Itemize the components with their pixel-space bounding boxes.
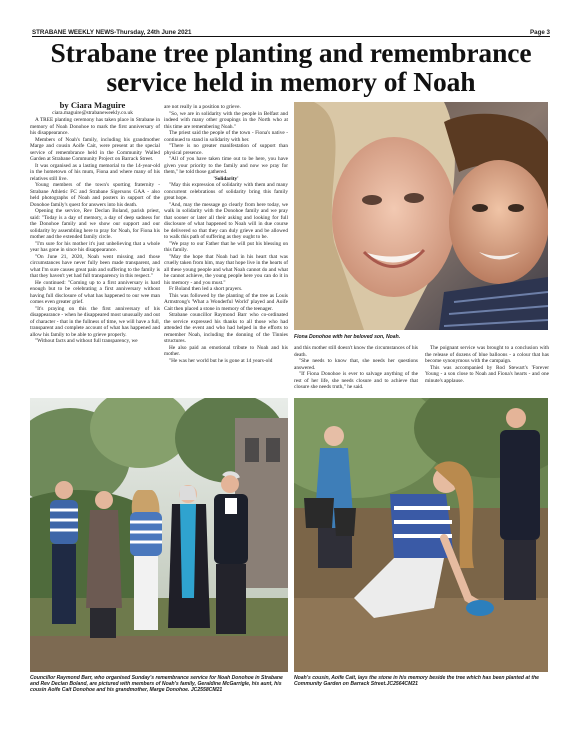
- paragraph: He continued: "Coming up to a first anniversary is hard enough but to be celebrating a first anniversary without having full disclosure of what has happened to our wee man comes even greater grief.: [30, 279, 160, 305]
- paragraph: "May the hope that Noah had in his heart that was cruelly taken from him, may that hope live in the hearts of all these young people and what Noah cannot do and what he cannot achieve, the young people here you can do it in his memory - and you must.": [164, 253, 288, 286]
- paragraph: Members of Noah's family, including his grandmother Marge and cousin Aoife Cait, were present at the special service of remembrance held in the Community Walled Garden at Strabane Community Project on Barrack Street.: [30, 136, 160, 162]
- article-column-2: [164, 104, 288, 364]
- paragraph: It was organised as a lasting memorial to the 14-year-old in the hometown of his mum, Fiona and where many of his relatives still live.: [30, 162, 160, 182]
- masthead-title: STRABANE WEEKLY NEWS-Thursday, 24th June 2021: [32, 29, 192, 36]
- person: [214, 473, 248, 634]
- paragraph: This was followed by the planting of the tree as Louis Armstrong's 'What a Wonderful World' played and Aoife Cait then placed a stone in memory of the teenager.: [164, 292, 288, 312]
- article-column-1: [30, 117, 160, 345]
- article-column-4: [425, 345, 549, 384]
- paragraph: "May this expression of solidarity with them and many concurrent celebrations of solidarity bring this family great hope.: [164, 182, 288, 201]
- headline: Strabane tree planting and remembrance service held in memory of Noah: [50, 37, 532, 97]
- paragraph: Young members of the town's sporting fraternity - Strabane Athletic FC and Strabane Sigersons GAA - also held photographs of Noah and posters in support of the Donohoe family's quest for answers into his death.: [30, 182, 160, 208]
- paragraph: "On June 21, 2020, Noah went missing and those circumstances have never fully been made transparent, and what I'm sure causes great pain and suffering to the family is that they haven't yet had full transparency in this respect.": [30, 253, 160, 279]
- person: [500, 408, 540, 600]
- byline-name: by Ciara Maguire: [59, 100, 126, 110]
- portrait-photo: [294, 102, 548, 330]
- paragraph: "We pray to our Father that he will put his blessing on this family.: [164, 240, 288, 253]
- paragraph: "So, we are in solidarity with the people in Belfast and indeed with many other groupings in the North who at this time are remembering Noah.": [164, 110, 288, 130]
- subhead: 'Solidarity': [213, 175, 239, 182]
- paragraph: are not really in a position to grieve.: [164, 104, 241, 110]
- paragraph: A TREE planting ceremony has taken place in Strabane in memory of Noah Donohoe to mark the first anniversary of his disappearance.: [30, 117, 160, 136]
- paragraph: "If Fiona Donohoe is ever to salvage anything of the rest of her life, she needs closure and to achieve that closure she needs truth," he said.: [294, 371, 418, 390]
- byline-email[interactable]: ciara.maguire@strabaneweekly.co.uk: [52, 110, 133, 116]
- paragraph: "And, may the message go clearly from here today, we walk in solidarity with the Donohoe family and we pray that sooner or later all their asking and looking for full disclosure of what happened to Noah will in due course be delivered so that they can duly grieve and be allowed to walk this path of suffering as they ought to be.: [164, 201, 288, 240]
- article-column-3: [294, 345, 418, 391]
- paragraph: "All of you have taken time out to be here, you have given your priority to the family and now we pray for them," he told those gathered.: [164, 156, 288, 175]
- paragraph: "He was her world but he is gone at 14 years-old: [169, 357, 273, 364]
- paragraph: This was accompanied by Rod Stewart's 'Forever Young - a son close to Noah and Fiona's hearts - and one minute's applause.: [425, 364, 549, 384]
- paragraph: The priest said the people of the town - Fiona's native - continued to stand in solidarity with her.: [164, 130, 288, 143]
- group-caption: Councillor Raymond Barr, who organised Sunday's remembrance service for Noah Donohoe in Strabane and Rev Declan Boland, are pictured with members of Noah's family, Geraldine McGarrigle, his aunt, his cousin Aoife Cait Donohoe and his grandmother, Marge Donohoe. JC2558CM21: [30, 675, 283, 694]
- paragraph: "Without facts and without full transparency, we: [35, 338, 138, 344]
- paragraph: The poignant service was brought to a conclusion with the release of dozens of blue balloons - a colour that has become synonymous with the campaign.: [425, 345, 549, 364]
- person: [50, 481, 78, 624]
- paragraph: Fr Boland then led a short prayers.: [169, 286, 243, 292]
- paragraph: "I'm sure for his mother it's just unbelieving that a whole year has gone in since his disappearance.: [30, 240, 160, 253]
- paragraph: Strabane councillor Raymond Barr who co-ordinated the service expressed his thanks to all those who had attended the event and who had helped in the efforts to remember Noah, including the donning of the Tinnies structures.: [164, 312, 288, 344]
- byline: [30, 100, 155, 117]
- stone-caption: Noah's cousin, Aoife Cait, lays the stone in his memory beside the tree which has been planted at the Community Garden on Barrack Street.JC2564CM21: [294, 675, 540, 688]
- portrait-caption: Fiona Donohoe with her beloved son, Noah.: [294, 334, 401, 340]
- page-number: Page 3: [530, 29, 550, 36]
- stone-laying-photo-image: [294, 398, 548, 672]
- paragraph: "She needs to know that, she needs her questions answered.: [294, 358, 418, 371]
- paragraph: "There is no greater manifestation of support than physical presence.: [164, 143, 288, 156]
- memorial-stone: [466, 600, 494, 616]
- paragraph: and this mother still doesn't know the circumstances of his death.: [294, 345, 418, 358]
- group-photo: [30, 398, 288, 672]
- stone-laying-photo: [294, 398, 548, 672]
- paragraph: Opening the service, Rev Declan Boland, parish priest, said: "Today is a day of memory, a day of deep sadness for the Donohoe family and we show our support and our solidarity by assembling here to pray for Noah, for Fiona his mother and the extended family circle.: [30, 208, 160, 240]
- masthead: [32, 27, 550, 36]
- person: [130, 490, 162, 630]
- portrait-photo-image: [294, 102, 548, 330]
- paragraph: "It's praying on this the first anniversary of his disappearance - when he disappeared most unusually and out of character - that in the fullness of time, we will have a full, transparent and complete account of what has happened and allow his family to be able to grieve properly.: [30, 305, 160, 338]
- paragraph: He also paid an emotional tribute to Noah and his mother.: [164, 344, 288, 357]
- person: [168, 485, 210, 628]
- group-photo-image: [30, 398, 288, 672]
